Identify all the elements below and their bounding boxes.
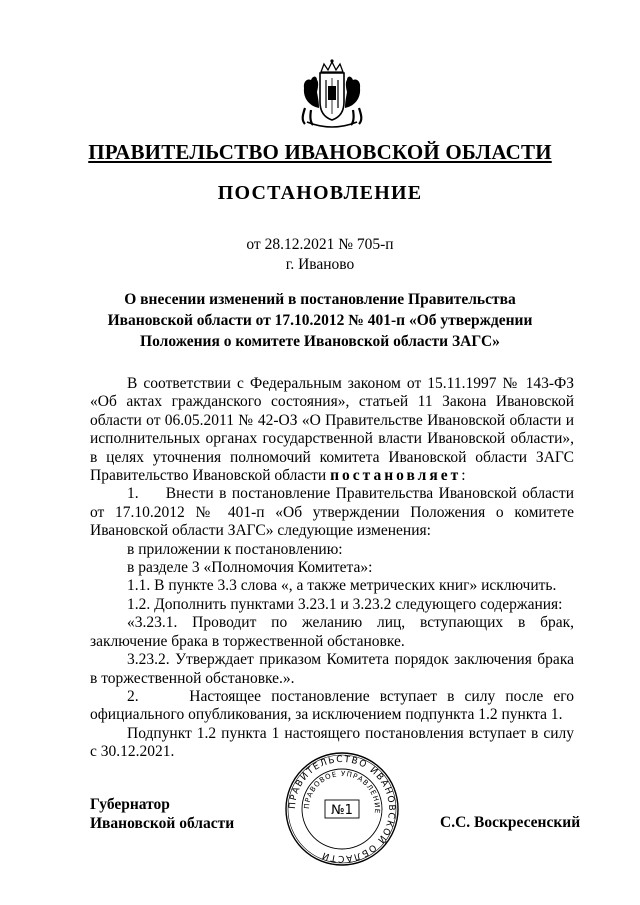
signatory-name: С.С. Воскресенский [440, 814, 581, 831]
date-and-number: от 28.12.2021 № 705-п [246, 236, 394, 253]
document-body [90, 375, 574, 762]
official-seal-stamp [283, 750, 401, 868]
item-2-paragraph: 2. Настоящее постановление вступает в силу после его официального опубликования, за исключением подпункта 1.2 пункта 1. [90, 687, 574, 724]
section-line: в разделе 3 «Полномочия Комитета»: [127, 559, 373, 577]
decree-colon: : [461, 467, 466, 485]
city: г. Иваново [285, 256, 355, 273]
position-line: Ивановской области [90, 815, 235, 832]
item-1-paragraph: 1. Внести в постановление Правительства Ивановской области от 17.10.2012 № 401-п «Об утверждении Положения о комитете Ивановской области ЗАГС» следующие изменения: [90, 485, 574, 540]
seal-inner-text: ПРАВОВОЕ УПРАВЛЕНИЕ [302, 769, 382, 815]
subject-line: Ивановской области от 17.10.2012 № 401-п «Об утверждении [107, 312, 533, 329]
signatory-position [90, 795, 234, 833]
subitem-1-1: 1.1. В пункте 3.3 слова «, а также метрических книг» исключить. [127, 577, 557, 595]
appendix-line: в приложении к постановлению: [127, 540, 343, 558]
decree-word: постановляет [330, 467, 462, 485]
clause-3-23-2: 3.23.2. Утверждает приказом Комитета порядок заключения брака в торжественной обстановке.». [90, 651, 574, 687]
intro-paragraph [90, 375, 574, 485]
item-2-extra-paragraph: Подпункт 1.2 пункта 1 настоящего постановления вступает в силу с 30.12.2021. [90, 724, 574, 761]
organization-title: ПРАВИТЕЛЬСТВО ИВАНОВСКОЙ ОБЛАСТИ [88, 140, 552, 164]
clause-3-23-1: «3.23.1. Проводит по желанию лиц, вступающих в брак, заключение брака в торжественной обстановке. [90, 614, 574, 650]
subitem-1-2: 1.2. Дополнить пунктами 3.23.1 и 3.23.2 следующего содержания: [127, 595, 563, 613]
subject-line: О внесении изменений в постановление Правительства [124, 291, 516, 308]
document-type-title: ПОСТАНОВЛЕНИЕ [217, 182, 423, 204]
intro-text: В соответствии с Федеральным законом от 15.11.1997 № 143-ФЗ «Об актах гражданского состояния», статьей 11 Закона Ивановской области от 06.05.2011 № 42-ОЗ «О Правительстве Ивановской области и исполнительных органах государственной власти Ивановской области», в целях уточнения полномочий комитета Ивановской области ЗАГС Правительство Ивановской области [90, 375, 574, 485]
coat-of-arms-emblem [291, 58, 373, 130]
position-line: Губернатор [90, 796, 170, 813]
seal-outer-text: ПРАВИТЕЛЬСТВО ИВАНОВСКОЙ ОБЛАСТИ [287, 754, 397, 864]
subject-line: Положения о комитете Ивановской области ЗАГС» [140, 333, 500, 350]
document-subject [80, 289, 560, 352]
seal-number: №1 [331, 803, 353, 818]
